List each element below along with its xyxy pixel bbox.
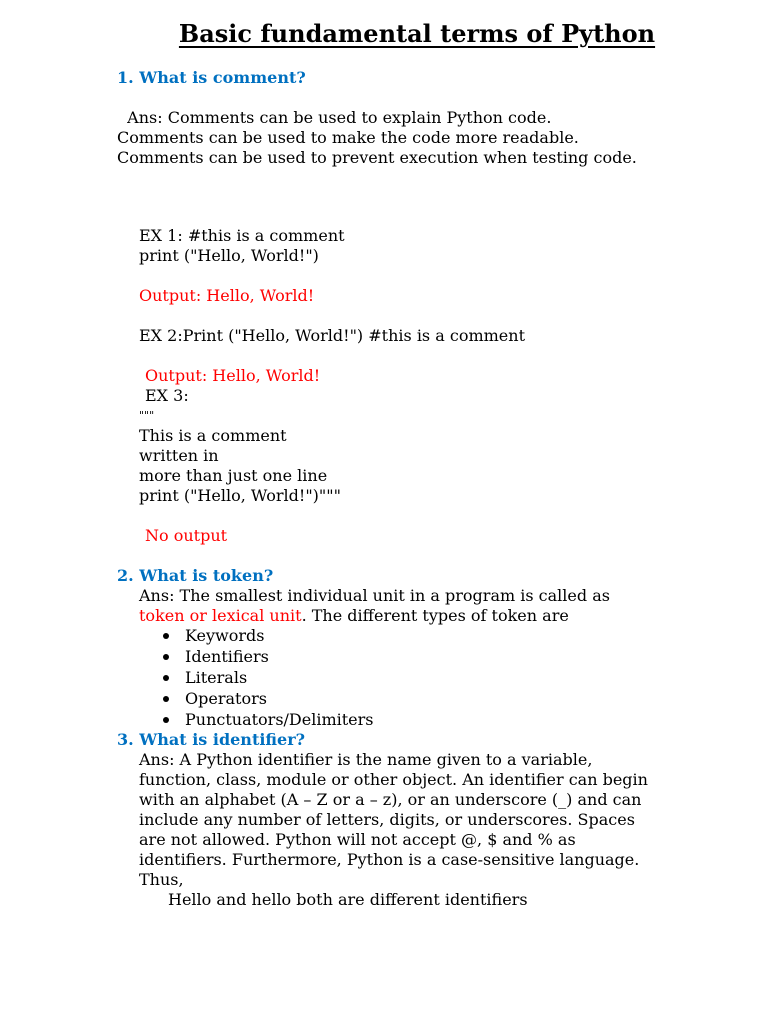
list-item: Operators <box>161 689 374 710</box>
answer-comment-line-1: Ans: Comments can be used to explain Python code. <box>117 108 552 127</box>
answer-comment-line-3: Comments can be used to prevent execution when testing code. <box>117 148 637 167</box>
example-3-line-2: written in <box>139 446 219 465</box>
answer-token-line-2 <box>139 606 569 626</box>
example-1-line-2: print ("Hello, World!") <box>139 246 319 265</box>
answer-token-line-1: Ans: The smallest individual unit in a program is called as <box>139 586 610 605</box>
list-item: Identifiers <box>161 647 374 668</box>
answer-identifier-line-6: identifiers. Furthermore, Python is a case-sensitive language. <box>139 850 640 869</box>
bullet-icon <box>163 654 169 660</box>
example-3-label: EX 3: <box>145 386 189 405</box>
answer-identifier-line-4: include any number of letters, digits, or underscores. Spaces <box>139 810 635 829</box>
example-3-line-3: more than just one line <box>139 466 328 485</box>
token-answer-rest: . The different types of token are <box>301 606 569 625</box>
question-identifier: 3. What is identifier? <box>117 730 306 749</box>
example-3-line-4: print ("Hello, World!")""" <box>139 486 341 505</box>
question-comment: 1. What is comment? <box>117 68 306 87</box>
token-types-list <box>161 626 374 731</box>
bullet-icon <box>163 717 169 723</box>
example-2-line: EX 2:Print ("Hello, World!") #this is a comment <box>139 326 525 345</box>
page-title: Basic fundamental terms of Python <box>178 19 656 48</box>
answer-identifier-line-5: are not allowed. Python will not accept @, $ and % as <box>139 830 576 849</box>
example-3-output: No output <box>145 526 228 545</box>
question-token: 2. What is token? <box>117 566 274 585</box>
bullet-icon <box>163 633 169 639</box>
list-item: Punctuators/Delimiters <box>161 710 374 731</box>
identifier-example: Hello and hello both are different identifiers <box>168 890 528 909</box>
answer-identifier-line-7: Thus, <box>139 870 184 889</box>
bullet-icon <box>163 696 169 702</box>
example-2-output: Output: Hello, World! <box>145 366 321 385</box>
example-3-open-quotes: """ <box>139 409 155 422</box>
answer-identifier-line-3: with an alphabet (A – Z or a – z), or an underscore (_) and can <box>139 790 642 809</box>
example-1-line-1: EX 1: #this is a comment <box>139 226 345 245</box>
token-highlight: token or lexical unit <box>139 606 302 625</box>
answer-comment-line-2: Comments can be used to make the code more readable. <box>117 128 579 147</box>
list-item: Literals <box>161 668 374 689</box>
answer-identifier-line-2: function, class, module or other object. An identifier can begin <box>139 770 648 789</box>
example-3-line-1: This is a comment <box>139 426 287 445</box>
list-item: Keywords <box>161 626 374 647</box>
answer-identifier-line-1: Ans: A Python identifier is the name given to a variable, <box>139 750 593 769</box>
bullet-icon <box>163 675 169 681</box>
example-1-output: Output: Hello, World! <box>139 286 315 305</box>
